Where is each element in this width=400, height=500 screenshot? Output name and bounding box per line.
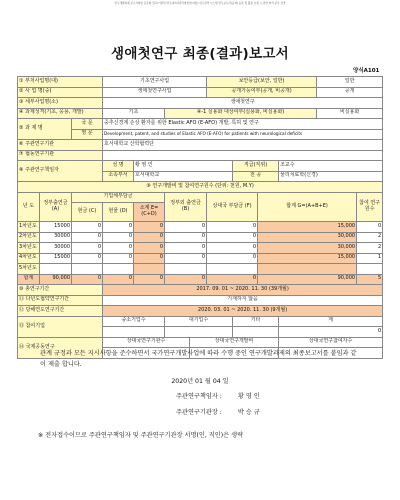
title-en-tag: 영 문 bbox=[72, 129, 103, 140]
budget-other: 0 bbox=[207, 222, 258, 233]
program-name-value: 생애첫연구사업 bbox=[103, 87, 207, 98]
subprogram-value: 생애첫연구 bbox=[103, 98, 383, 109]
total-period-value: 2017. 09. 01 ~ 2020. 11. 30 (39개월) bbox=[103, 285, 383, 296]
current-period-value: 2020. 03. 01 ~ 2020. 11. 30 (9개월) bbox=[103, 306, 383, 317]
budget-year: 2차년도 bbox=[18, 232, 40, 243]
row-current-period bbox=[18, 306, 383, 317]
sme-count-header: 중소기업수 bbox=[103, 316, 165, 327]
budget-kind bbox=[103, 264, 134, 275]
large-count-value bbox=[165, 327, 233, 338]
budget-sum-gov: 90,000 bbox=[40, 274, 72, 285]
budget-total-header: 합계 G=(A+B+E) bbox=[258, 192, 357, 222]
head-signature-label: 주관연구기관장 : bbox=[176, 409, 222, 416]
sum-count-header: 계 bbox=[279, 316, 383, 327]
other-count-header: 기타 bbox=[233, 316, 279, 327]
budget-sum-local: 0 bbox=[165, 274, 207, 285]
budget-year: 3차년도 bbox=[18, 243, 40, 254]
budget-local: 0 bbox=[165, 243, 207, 254]
budget-gov bbox=[40, 264, 72, 275]
ministry-program-label: ① 부처사업명(대) bbox=[18, 77, 103, 88]
budget-kind: 0 bbox=[103, 253, 134, 264]
pi-position-value: 조교수 bbox=[279, 161, 383, 172]
budget-year-header: 년 도 bbox=[18, 192, 40, 222]
pi-signature-name: 황 영 인 bbox=[237, 393, 260, 400]
head-signature-name: 박 승 규 bbox=[237, 409, 260, 416]
row-total-period bbox=[18, 285, 383, 296]
budget-gov-header: 정부출연금 (A) bbox=[40, 192, 72, 222]
intl-budget-header: 상대국연구개발비 bbox=[190, 337, 279, 348]
current-period-label: ⑫ 당해연도연구기간 bbox=[18, 306, 103, 317]
budget-kind: 0 bbox=[103, 232, 134, 243]
row-project-nature bbox=[18, 108, 383, 119]
budget-gov: 30000 bbox=[40, 243, 72, 254]
commercialization-value: 비실용화 bbox=[317, 108, 383, 119]
row-intl-header bbox=[18, 337, 383, 348]
budget-year: 1차년도 bbox=[18, 222, 40, 233]
budget-gov: 15000 bbox=[40, 253, 72, 264]
budget-corp-header: 기업체부담금 bbox=[72, 192, 165, 203]
budget-total: 15,000 bbox=[258, 253, 357, 264]
budget-kind-header: 현물 (D) bbox=[103, 203, 134, 222]
other-count-value bbox=[233, 327, 279, 338]
budget-sum-row bbox=[18, 274, 383, 285]
security-level-value: 일반 bbox=[317, 77, 383, 88]
program-name-label: ② 사 업 명(중) bbox=[18, 87, 103, 98]
budget-sum-label: 합계 bbox=[18, 274, 40, 285]
budget-total: 30,000 bbox=[258, 243, 357, 254]
budget-row bbox=[18, 222, 383, 233]
coop-institution-label: ⑦ 협동연구기관 bbox=[18, 150, 103, 161]
row-title-ko bbox=[18, 119, 383, 130]
budget-other: 0 bbox=[207, 253, 258, 264]
row-budget-header-1 bbox=[18, 192, 383, 203]
form-code: 양식A101 bbox=[353, 68, 380, 74]
budget-total bbox=[258, 264, 357, 275]
budget-sum-other: 0 bbox=[207, 274, 258, 285]
disclosure-value: 공개 bbox=[317, 87, 383, 98]
row-budget-section bbox=[18, 182, 383, 193]
budget-local: 0 bbox=[165, 222, 207, 233]
budget-sum-kind: 0 bbox=[103, 274, 134, 285]
row-title-en bbox=[18, 129, 383, 140]
project-nature-label: ④ 과제성격(기초, 응용, 개발) bbox=[18, 108, 103, 119]
footnote: ※ 전자접수이므로 주관연구책임자 및 주관연구기관장 서명(인, 직인)은 생략 bbox=[38, 432, 244, 439]
budget-year: 5차년도 bbox=[18, 264, 40, 275]
row-coop-institution bbox=[18, 150, 383, 161]
budget-cash: 0 bbox=[72, 243, 103, 254]
subprogram-label: ③ 세부사업명(소) bbox=[18, 98, 103, 109]
title-en-text: Development, patent, and studies of Elastic AFO (E-AFO) for patients with neurological deficits bbox=[103, 129, 383, 140]
large-count-header: 대기업수 bbox=[165, 316, 233, 327]
budget-cash: 0 bbox=[72, 253, 103, 264]
row-subprogram bbox=[18, 98, 383, 109]
commercialization-label: ④-1 실용화 대상여부(실용화, 비실용화) bbox=[165, 108, 317, 119]
budget-people: 0 bbox=[357, 222, 383, 233]
pi-position-label: 직급(직위) bbox=[233, 161, 279, 172]
budget-sum-people: 5 bbox=[357, 274, 383, 285]
ministry-program-value: 기초연구사업 bbox=[103, 77, 207, 88]
title-ko-tag: 국 문 bbox=[72, 119, 103, 130]
pi-affiliation-label: 소속부서 bbox=[103, 171, 134, 182]
sme-count-value bbox=[103, 327, 165, 338]
row-ministry-program bbox=[18, 77, 383, 88]
pi-name-label: 성 명 bbox=[103, 161, 134, 172]
security-level-label: 보안등급(보안, 일반) bbox=[207, 77, 317, 88]
top-note: 연구개발과제 보고서파일 표준화 권고(기관의 연구데이터관리방침에 따름) 연구관리 시스템 연구보고서(공개) 등록 및 활용 요청 시 관련 양식 준수 요망 bbox=[114, 2, 286, 5]
budget-cash-header: 현금 (C) bbox=[72, 203, 103, 222]
pi-affiliation-value: 호서대학교 bbox=[134, 171, 233, 182]
budget-row bbox=[18, 232, 383, 243]
lead-institution-label: ⑥ 주관연구기관 bbox=[18, 140, 103, 151]
budget-people bbox=[357, 264, 383, 275]
multi-period-value: 기재하지 않음 bbox=[103, 295, 383, 306]
pi-signature-line bbox=[176, 391, 260, 400]
row-program-name bbox=[18, 87, 383, 98]
budget-row bbox=[18, 253, 383, 264]
budget-sum-subtotal: 0 bbox=[134, 274, 165, 285]
submission-date: 2020년 01 월 04 일 bbox=[171, 378, 229, 385]
pi-name-value: 황 영 인 bbox=[134, 161, 233, 172]
budget-subtotal: 0 bbox=[134, 243, 165, 254]
budget-subtotal: 0 bbox=[134, 222, 165, 233]
budget-people-header: 참여 연구원수 bbox=[357, 192, 383, 222]
intl-people-header: 상대국연구참여자수 bbox=[279, 337, 383, 348]
budget-subtotal: 0 bbox=[134, 253, 165, 264]
report-form-table bbox=[17, 76, 383, 359]
budget-other bbox=[207, 264, 258, 275]
budget-cash bbox=[72, 264, 103, 275]
budget-local: 0 bbox=[165, 232, 207, 243]
budget-people: 2 bbox=[357, 232, 383, 243]
budget-sum-total: 90,000 bbox=[258, 274, 357, 285]
coop-institution-value bbox=[103, 150, 383, 161]
head-signature-line bbox=[176, 407, 260, 416]
row-participants-header bbox=[18, 316, 383, 327]
intl-institutions-header: 상대국연구기관수 bbox=[103, 337, 190, 348]
pi-major-label: 전 공 bbox=[233, 171, 279, 182]
budget-local: 0 bbox=[165, 253, 207, 264]
pi-signature-label: 주관연구책임자 : bbox=[176, 393, 222, 400]
participants-label: ⑬ 참여기업 bbox=[18, 316, 103, 337]
budget-year: 4차년도 bbox=[18, 253, 40, 264]
budget-kind: 0 bbox=[103, 243, 134, 254]
budget-subtotal bbox=[134, 264, 165, 275]
budget-gov: 30000 bbox=[40, 232, 72, 243]
budget-row bbox=[18, 243, 383, 254]
budget-other-header: 상대국 부담금 (F) bbox=[207, 192, 258, 222]
budget-subtotal-header: 소계 E=(C+D) bbox=[134, 203, 165, 222]
budget-local bbox=[165, 264, 207, 275]
document-title: 생애첫연구 최종(결과)보고서 bbox=[110, 46, 290, 62]
multi-period-label: ⑪ 다년도협약연구기간 bbox=[18, 295, 103, 306]
row-multi-period bbox=[18, 295, 383, 306]
project-title-label: ⑤ 과 제 명 bbox=[18, 119, 72, 140]
row-pi-name bbox=[18, 161, 383, 172]
budget-local-header: 정부외 출연금 (B) bbox=[165, 192, 207, 222]
budget-gov: 15000 bbox=[40, 222, 72, 233]
budget-other: 0 bbox=[207, 243, 258, 254]
budget-subtotal: 0 bbox=[134, 232, 165, 243]
budget-cash: 0 bbox=[72, 222, 103, 233]
budget-total: 15,000 bbox=[258, 222, 357, 233]
budget-sum-cash: 0 bbox=[72, 274, 103, 285]
budget-people: 1 bbox=[357, 253, 383, 264]
disclosure-label: 공개가능여부(공개, 비공개) bbox=[207, 87, 317, 98]
project-nature-value: 기초 bbox=[103, 108, 165, 119]
budget-cash: 0 bbox=[72, 232, 103, 243]
total-period-label: ⑩ 총연구기간 bbox=[18, 285, 103, 296]
budget-row bbox=[18, 264, 383, 275]
row-lead-institution bbox=[18, 140, 383, 151]
sum-count-value: 0 bbox=[279, 327, 383, 338]
title-ko-text: 중추신경계 손상 환자를 위한 Elastic AFO (E-AFO) 개발, 특허 및 연구 bbox=[103, 119, 383, 130]
pi-label: ⑧ 주관연구책임자 bbox=[18, 161, 103, 182]
lead-institution-value: 호서대학교 산학협력단 bbox=[103, 140, 383, 151]
intl-label: ⑭ 국제공동연구 bbox=[18, 337, 103, 358]
budget-section-title: ⑨ 연구개발비 및 참여연구원수 (단위: 천원, M.Y) bbox=[18, 182, 383, 193]
submission-statement: 관계 규정과 모든 지시사항을 준수하면서 국가연구개발사업에 따라 수행 중인 연구개발과제의 최종보고서를 붙임과 같이 제출 합니다. bbox=[40, 350, 357, 368]
budget-kind: 0 bbox=[103, 222, 134, 233]
budget-total: 30,000 bbox=[258, 232, 357, 243]
budget-other: 0 bbox=[207, 232, 258, 243]
pi-major-value: 물리치료학(신경) bbox=[279, 171, 383, 182]
budget-people: 2 bbox=[357, 243, 383, 254]
